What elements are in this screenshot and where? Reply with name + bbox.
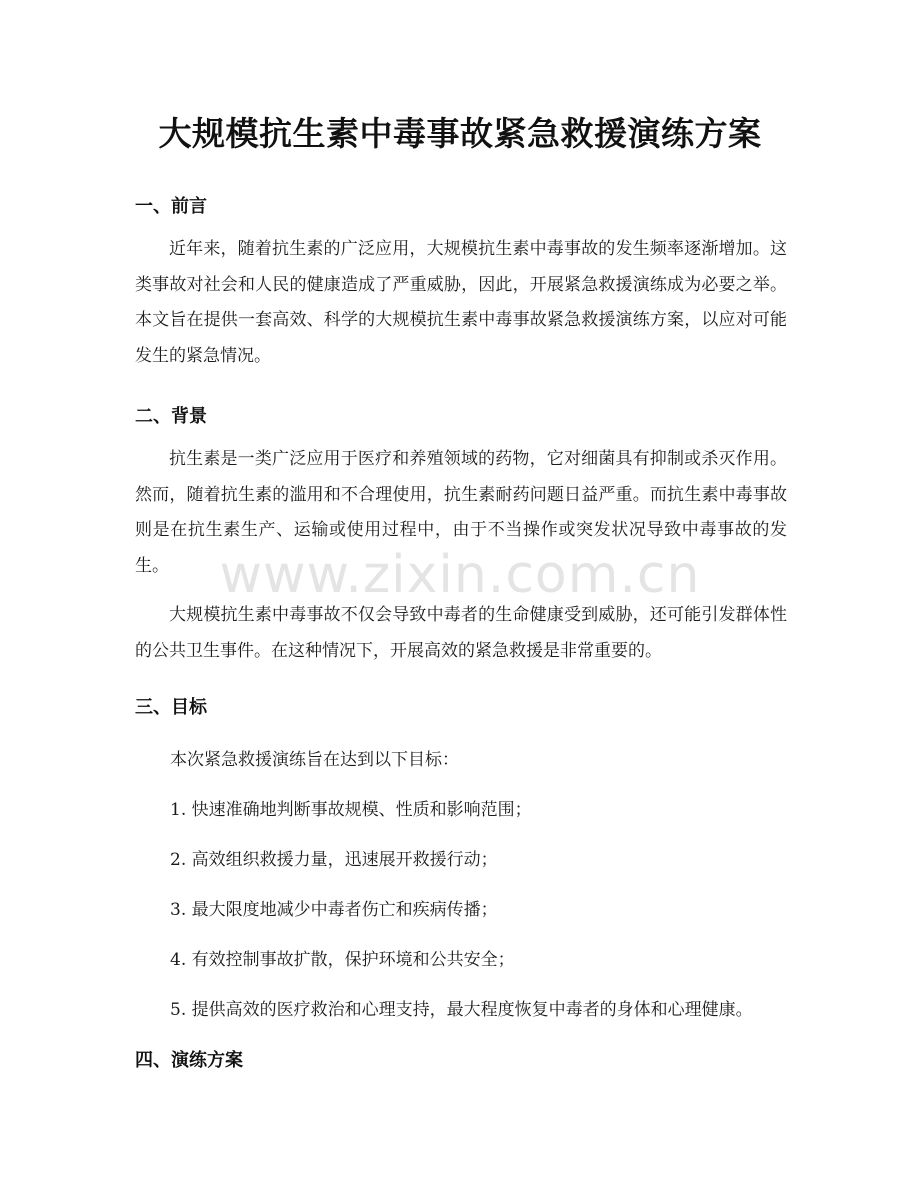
goals-intro: 本次紧急救援演练旨在达到以下目标： — [170, 750, 459, 770]
paragraph-preface: 近年来，随着抗生素的广泛应用，大规模抗生素中毒事故的发生频率逐渐增加。这类事故对社会和人民的健康造成了严重威胁，因此，开展紧急救援演练成为必要之举。本文旨在提供一套高效、科学的大规模抗生素中毒事故紧急救援演练方案，以应对可能发生的紧急情况。 — [135, 239, 787, 366]
section-heading-goals: 三、目标 — [135, 697, 207, 718]
section-heading-plan: 四、演练方案 — [135, 1050, 243, 1071]
watermark: www.zixin.com.cn — [219, 545, 701, 605]
goal-item-1: 1. 快速准确地判断事故规模、性质和影响范围； — [170, 800, 532, 820]
document-title: 大规模抗生素中毒事故紧急救援演练方案 — [158, 114, 762, 153]
section-heading-background: 二、背景 — [135, 406, 207, 427]
section-heading-preface: 一、前言 — [135, 196, 207, 217]
goal-item-4: 4. 有效控制事故扩散，保护环境和公共安全； — [170, 950, 515, 970]
paragraph-background-2: 大规模抗生素中毒事故不仅会导致中毒者的生命健康受到威胁，还可能引发群体性的公共卫生事件。在这种情况下，开展高效的紧急救援是非常重要的。 — [135, 605, 787, 661]
goal-item-5: 5. 提供高效的医疗救治和心理支持，最大程度恢复中毒者的身体和心理健康。 — [170, 1000, 753, 1020]
paragraph-background-1: 抗生素是一类广泛应用于医疗和养殖领域的药物，它对细菌具有抑制或杀灭作用。然而，随着抗生素的滥用和不合理使用，抗生素耐药问题日益严重。而抗生素中毒事故则是在抗生素生产、运输或使用过程中，由于不当操作或突发状况导致中毒事故的发生。 — [135, 449, 787, 576]
goal-item-2: 2. 高效组织救援力量，迅速展开救援行动； — [170, 850, 498, 870]
goal-item-3: 3. 最大限度地减少中毒者伤亡和疾病传播； — [170, 900, 498, 920]
